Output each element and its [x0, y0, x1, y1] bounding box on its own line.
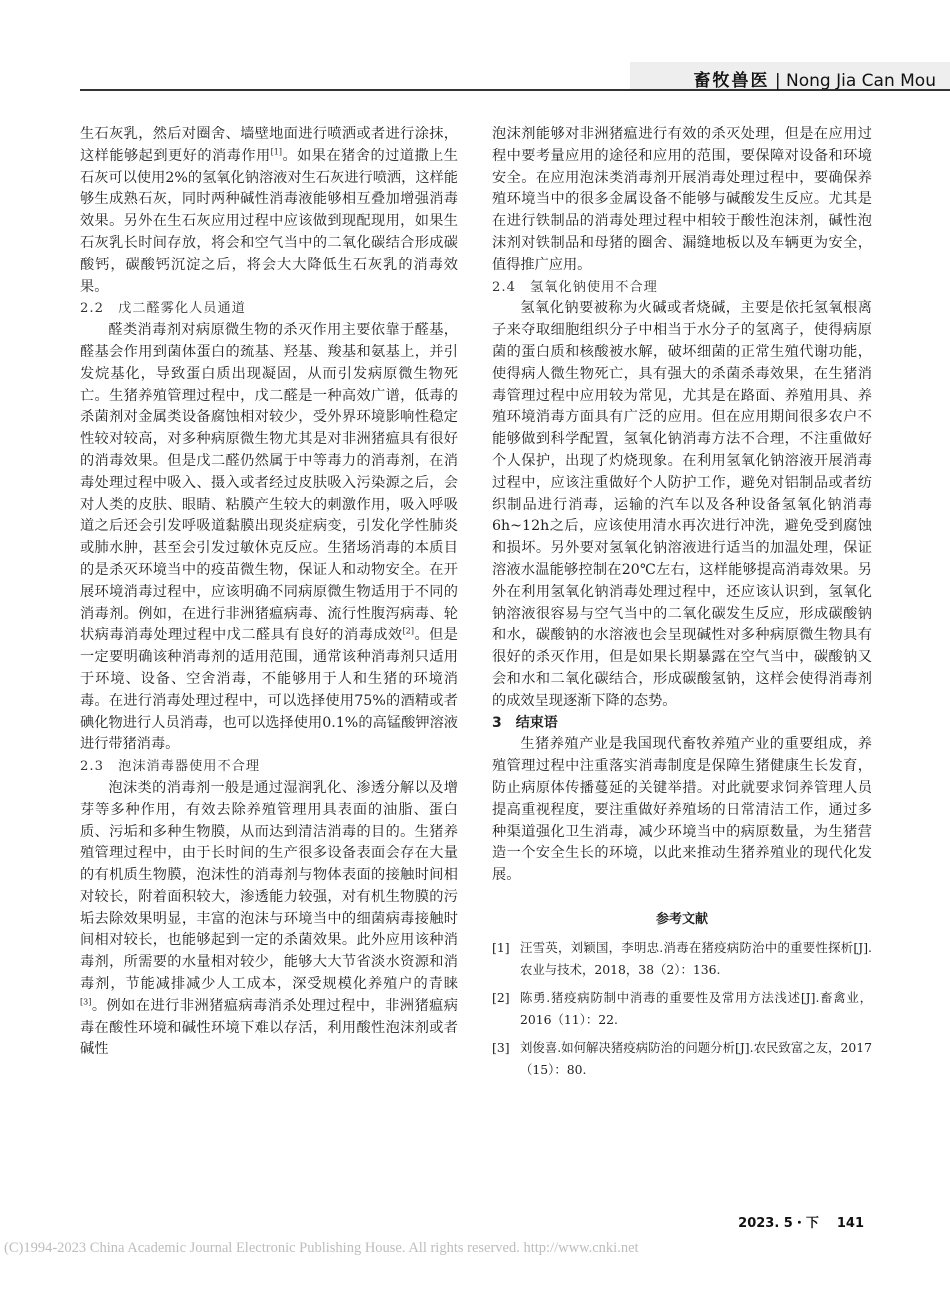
references-title: 参考文献 — [655, 911, 708, 927]
page-footer — [738, 1212, 864, 1231]
citation[interactable]: [3] — [80, 997, 92, 1007]
citation[interactable]: [2] — [402, 626, 414, 636]
reference-item — [492, 937, 872, 981]
citation[interactable]: [1] — [270, 147, 282, 157]
reference-number: [3] — [492, 1039, 510, 1055]
section-heading-2-2: 2.2 戊二醛雾化人员通道 — [80, 301, 246, 317]
journal-title — [693, 66, 936, 91]
reference-number: [2] — [492, 989, 510, 1005]
paragraph: 生猪养殖产业是我国现代畜牧养殖产业的重要组成，养殖管理过程中注重落实消毒制度是保障生猪健康生长发育，防止病原体传播蔓延的关键举措。对此就要求饲养管理人员提高重视程度，要注重做好养殖场的日常清洁工作，通过多种渠道强化卫生消毒，减少环境当中的病原数量，为生猪营造一个安全生长的环境，以此来推动生猪养殖业的现代化发展。 — [492, 736, 872, 884]
section-heading-2-3: 2.3 泡沫消毒器使用不合理 — [80, 759, 261, 775]
journal-name-en: Nong Jia Can Mou — [786, 71, 936, 91]
reference-item — [492, 1037, 872, 1081]
reference-text: 汪雪英，刘颖国，李明忠.消毒在猪疫病防治中的重要性探析[J].农业与技术，2018，38（2）：136. — [520, 939, 872, 977]
paragraph: 生石灰乳，然后对圈舍、墙壁地面进行喷洒或者进行涂抹，这样能够起到更好的消毒作用[1]。如果在猪舍的过道撒上生石灰可以使用2%的氢氧化钠溶液对生石灰进行喷洒，这样能够生成熟石灰，同时两种碱性消毒液能够相互叠加增强消毒效果。另外在生石灰应用过程中应该做到现配现用，如果生石灰乳长时间存放，将会和空气当中的二氧化碳结合形成碳酸钙，碳酸钙沉淀之后，将会大大降低生石灰乳的消毒效果。 — [80, 126, 458, 295]
page-number: 141 — [836, 1216, 864, 1231]
section-heading-2-4: 2.4 氢氧化钠使用不合理 — [492, 279, 658, 295]
reference-list — [492, 937, 872, 1081]
paragraph: 泡沫类的消毒剂一般是通过湿润乳化、渗透分解以及增芽等多种作用，有效去除养殖管理用具表面的油脂、蛋白质、污垢和多种生物膜，从而达到清洁消毒的目的。生猪养殖管理过程中，由于长时间的生产很多设备表面会存在大量的有机质生物膜，泡沫性的消毒剂与物体表面的接触时间相对较长，附着面积较大，渗透能力较强，对有机生物膜的污垢去除效果明显，丰富的泡沫与环境当中的细菌病毒接触时间相对较长，也能够起到一定的杀菌效果。此外应用该种消毒剂，所需要的水量相对较少，能够大大节省淡水资源和消毒剂，节能减排减少人工成本，深受规模化养殖户的青睐[3]。例如在进行非洲猪瘟病毒消杀处理过程中，非洲猪瘟病毒在酸性环境和碱性环境下难以存活，利用酸性泡沫剂或者碱性 — [80, 779, 458, 1058]
copyright-notice: (C)1994-2023 China Academic Journal Electronic Publishing House. All rights reserved. http://www.cnki.net — [4, 1240, 639, 1256]
paragraph: 氢氧化钠要被称为火碱或者烧碱，主要是依托氢氧根离子来夺取细胞组织分子中相当于水分子的氢离子，使得病原菌的蛋白质和核酸被水解，破坏细菌的正常生殖代谢功能，使得病人微生物死亡，具有强大的杀菌杀毒效果，在生猪消毒管理过程中应用较为常见，尤其是在路面、养殖用具、养殖环境消毒方面具有广泛的应用。但在应用期间很多农户不能够做到科学配置，氢氧化钠消毒方法不合理，不注重做好个人保护，出现了灼烧现象。在利用氢氧化钠溶液开展消毒过程中，应该注重做好个人防护工作，避免对铝制品或者纺织制品进行消毒，运输的汽车以及各种设备氢氧化钠消毒6h~12h之后，应该使用清水再次进行冲洗，避免受到腐蚀和损坏。另外要对氢氧化钠溶液进行适当的加温处理，保证溶液水温能够控制在20℃左右，这样能够提高消毒效果。另外在利用氢氧化钠消毒处理过程中，还应该认识到，氢氧化钠溶液很容易与空气当中的二氧化碳发生反应，形成碳酸钠和水，碳酸钠的水溶液也会呈现碱性对多种病原微生物具有很好的杀灭作用，但是如果长期暴露在空气当中，碳酸钠又会和水和二氧化碳结合，形成碳酸氢钠，这样会使得消毒剂的成效呈现逐渐下降的态势。 — [492, 300, 872, 709]
reference-text: 刘俊喜.如何解决猪疫病防治的问题分析[J].农民致富之友，2017（15）：80. — [520, 1039, 872, 1077]
page-header — [0, 0, 950, 90]
journal-name-cn: 畜牧兽医 — [693, 71, 770, 91]
right-column — [492, 124, 872, 1087]
journal-separator: | — [774, 71, 781, 91]
reference-item — [492, 987, 872, 1031]
paragraph: 醛类消毒剂对病原微生物的杀灭作用主要依靠于醛基，醛基会作用到菌体蛋白的巯基、羟基、羧基和氨基上，并引发烷基化，导致蛋白质出现凝固，从而引发病原微生物死亡。生猪养殖管理过程中，戊二醛是一种高效广谱，低毒的杀菌剂对金属类设备腐蚀相对较少，受外界环境影响性稳定性较对较高，对多种病原微生物尤其是对非洲猪瘟具有很好的消毒效果。但是戊二醛仍然属于中等毒力的消毒剂，在消毒处理过程中吸入、摄入或者经过皮肤吸入污染源之后，会对人类的皮肤、眼睛、粘膜产生较大的刺激作用，吸入呼吸道之后还会引发呼吸道黏膜出现炎症病变，引发化学性肺炎或肺水肿，甚至会引发过敏休克反应。生猪场消毒的本质目的是杀灭环境当中的疫苗微生物，保证人和动物安全。在开展环境消毒过程中，应该明确不同病原微生物适用于不同的消毒剂。例如，在进行非洲猪瘟病毒、流行性腹泻病毒、轮状病毒消毒处理过程中戊二醛具有良好的消毒成效[2]。但是一定要明确该种消毒剂的适用范围，通常该种消毒剂只适用于环境、设备、空舍消毒，不能够用于人和生猪的环境消毒。在进行消毒处理过程中，可以选择使用75%的酒精或者碘化物进行人员消毒，也可以选择使用0.1%的高锰酸钾溶液进行带猪消毒。 — [80, 322, 458, 753]
section-heading-3: 3 结束语 — [492, 714, 558, 731]
reference-number: [1] — [492, 939, 510, 955]
issue-label: 2023. 5・下 — [738, 1216, 819, 1231]
left-column — [80, 124, 458, 1061]
paragraph: 泡沫剂能够对非洲猪瘟进行有效的杀灭处理，但是在应用过程中要考量应用的途径和应用的范围，要保障对设备和环境安全。在应用泡沫类消毒剂开展消毒处理过程中，要确保养殖环境当中的很多金属设备不能够与碱酸发生反应。尤其是在进行铁制品的消毒处理过程中相较于酸性泡沫剂，碱性泡沫剂对铁制品和母猪的圈舍、漏缝地板以及车辆更为安全，值得推广应用。 — [492, 126, 872, 273]
reference-text: 陈勇.猪疫病防制中消毒的重要性及常用方法浅述[J].畜禽业，2016（11）：22. — [520, 989, 872, 1027]
